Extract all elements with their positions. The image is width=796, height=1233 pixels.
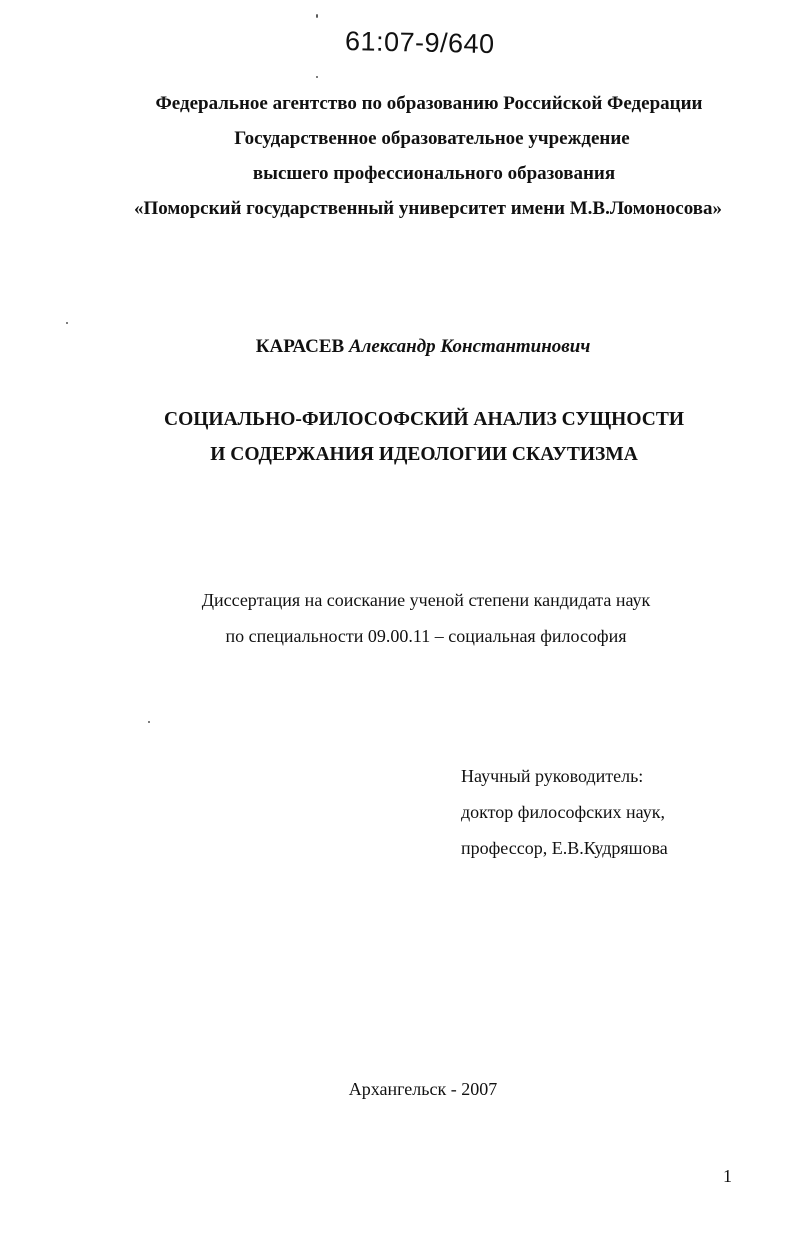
degree-line: Диссертация на соискание ученой степени кандидата наук <box>201 590 651 610</box>
specialty-line: по специальности 09.00.11 – социальная философия <box>225 626 627 646</box>
scan-speck <box>316 76 318 78</box>
supervisor-degree: доктор философских наук, <box>461 802 665 822</box>
scan-speck <box>316 14 318 18</box>
scan-speck <box>66 322 68 324</box>
organization-institution: Государственное образовательное учреждение <box>234 128 630 149</box>
dissertation-title <box>0 402 796 472</box>
supervisor-label: Научный руководитель: <box>461 766 644 786</box>
page-number: 1 <box>723 1166 732 1186</box>
author-surname: КАРАСЕВ <box>255 336 345 357</box>
organization-block <box>0 86 796 226</box>
author-given-names: Александр Константинович <box>348 336 591 357</box>
author-name <box>0 336 796 358</box>
dissertation-description <box>0 582 796 654</box>
organization-education-level: высшего профессионального образования <box>252 163 616 184</box>
organization-agency: Федеральное агентство по образованию Российской Федерации <box>155 93 703 114</box>
title-line-1: СОЦИАЛЬНО-ФИЛОСОФСКИЙ АНАЛИЗ СУЩНОСТИ <box>163 409 685 430</box>
title-line-2: И СОДЕРЖАНИЯ ИДЕОЛОГИИ СКАУТИЗМА <box>210 444 638 465</box>
place-year: Архангельск - 2007 <box>348 1079 498 1099</box>
archive-stamp: 61:07-9/640 <box>344 26 495 60</box>
scan-speck <box>148 721 150 723</box>
supervisor-name: профессор, Е.В.Кудряшова <box>461 838 668 858</box>
organization-university: «Поморский государственный университет имени М.В.Ломоносова» <box>133 198 723 219</box>
supervisor-block <box>461 758 668 866</box>
